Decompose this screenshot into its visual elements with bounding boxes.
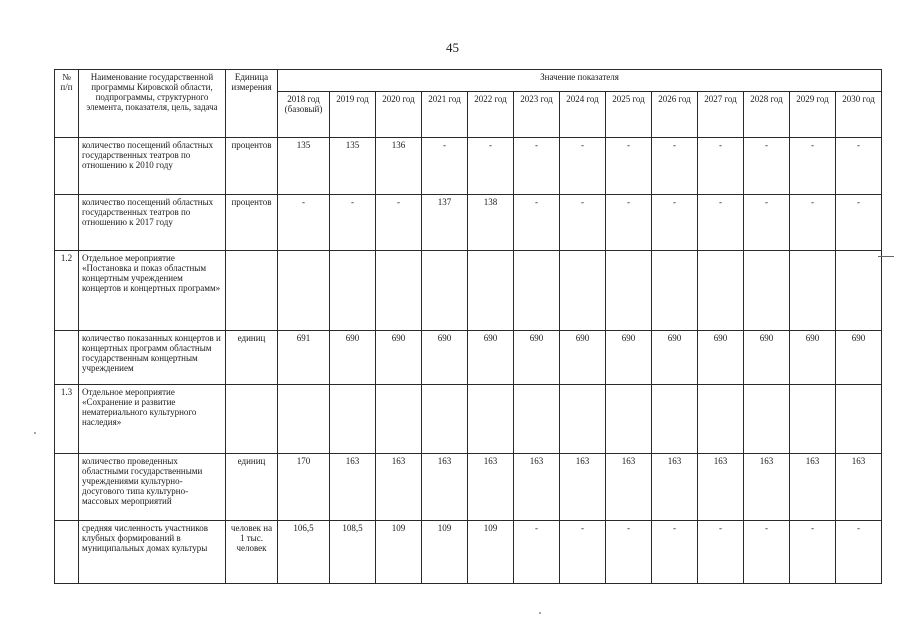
row-value <box>376 251 422 331</box>
row-value: 163 <box>652 454 698 521</box>
row-num: 1.2 <box>55 251 79 331</box>
row-value: - <box>560 195 606 251</box>
row-num <box>55 454 79 521</box>
row-value <box>836 251 882 331</box>
row-unit: процентов <box>226 195 278 251</box>
row-value: 109 <box>468 521 514 584</box>
row-value: - <box>514 521 560 584</box>
row-unit: процентов <box>226 138 278 195</box>
row-value: - <box>790 138 836 195</box>
row-value: 690 <box>790 331 836 385</box>
row-value <box>652 385 698 454</box>
row-value: - <box>836 138 882 195</box>
row-value: 109 <box>422 521 468 584</box>
row-value: 690 <box>468 331 514 385</box>
row-value: - <box>836 195 882 251</box>
row-value <box>376 385 422 454</box>
row-value <box>790 251 836 331</box>
header-year: 2023 год <box>514 92 560 138</box>
indicators-table <box>54 69 882 584</box>
row-value <box>330 251 376 331</box>
row-value: 163 <box>836 454 882 521</box>
row-value: 109 <box>376 521 422 584</box>
table-row <box>55 521 882 584</box>
table-row <box>55 385 882 454</box>
row-value: 690 <box>376 331 422 385</box>
row-value: 163 <box>606 454 652 521</box>
row-value <box>514 251 560 331</box>
row-value <box>468 385 514 454</box>
row-value: 163 <box>422 454 468 521</box>
row-value: - <box>790 521 836 584</box>
row-value <box>744 385 790 454</box>
row-num <box>55 331 79 385</box>
table-body <box>55 138 882 584</box>
row-value <box>698 251 744 331</box>
header-row-top <box>55 70 882 92</box>
row-value: 137 <box>422 195 468 251</box>
row-value: - <box>606 195 652 251</box>
header-year: 2029 год <box>790 92 836 138</box>
row-value <box>468 251 514 331</box>
row-name: количество посещений областных государственных театров по отношению к 2010 году <box>79 138 226 195</box>
row-value: - <box>836 521 882 584</box>
row-value: - <box>376 195 422 251</box>
row-value <box>422 251 468 331</box>
row-value <box>790 385 836 454</box>
row-value: 691 <box>278 331 330 385</box>
row-value: - <box>560 521 606 584</box>
header-name: Наименование государственной программы Кировской области, подпрограммы, структурного элемента, показателя, цель, задача <box>79 70 226 138</box>
row-num <box>55 521 79 584</box>
row-value <box>560 251 606 331</box>
row-unit: человек на 1 тыс. человек <box>226 521 278 584</box>
row-name: количество посещений областных государственных театров по отношению к 2017 году <box>79 195 226 251</box>
row-value: - <box>330 195 376 251</box>
row-value: 106,5 <box>278 521 330 584</box>
table-row <box>55 331 882 385</box>
table-row <box>55 251 882 331</box>
row-value: 690 <box>330 331 376 385</box>
row-value: 163 <box>330 454 376 521</box>
header-year: 2027 год <box>698 92 744 138</box>
row-value <box>514 385 560 454</box>
row-value: 138 <box>468 195 514 251</box>
scan-artifact-dot <box>34 432 36 434</box>
header-year: 2019 год <box>330 92 376 138</box>
header-num: № п/п <box>55 70 79 138</box>
header-year: 2020 год <box>376 92 422 138</box>
row-value: - <box>278 195 330 251</box>
row-value: - <box>698 195 744 251</box>
row-value: - <box>468 138 514 195</box>
row-value <box>652 251 698 331</box>
row-value: - <box>606 521 652 584</box>
row-value: 690 <box>652 331 698 385</box>
row-unit <box>226 385 278 454</box>
row-value: 163 <box>790 454 836 521</box>
row-value: - <box>652 195 698 251</box>
table-row <box>55 195 882 251</box>
row-name: количество проведенных областными государственными учреждениями культурно-досугового типа культурно-массовых мероприятий <box>79 454 226 521</box>
row-value: - <box>652 521 698 584</box>
row-num <box>55 195 79 251</box>
header-year: 2026 год <box>652 92 698 138</box>
row-value: 163 <box>744 454 790 521</box>
row-value: 690 <box>744 331 790 385</box>
row-unit <box>226 251 278 331</box>
row-value: 170 <box>278 454 330 521</box>
page-number: 45 <box>446 40 459 55</box>
row-value <box>422 385 468 454</box>
header-values-group: Значение показателя <box>278 70 882 92</box>
row-name: средняя численность участников клубных формирований в муниципальных домах культуры <box>79 521 226 584</box>
row-name: Отдельное мероприятие «Постановка и показ областным концертным учреждением концертов и концертных программ» <box>79 251 226 331</box>
row-value <box>560 385 606 454</box>
header-year: 2018 год (базовый) <box>278 92 330 138</box>
row-value <box>606 251 652 331</box>
row-value: - <box>698 521 744 584</box>
row-value: - <box>698 138 744 195</box>
row-value: 135 <box>278 138 330 195</box>
row-value: 163 <box>468 454 514 521</box>
row-value <box>330 385 376 454</box>
row-value: 690 <box>560 331 606 385</box>
row-value: 136 <box>376 138 422 195</box>
row-value <box>606 385 652 454</box>
row-num <box>55 138 79 195</box>
row-value <box>836 385 882 454</box>
row-value: - <box>744 138 790 195</box>
scan-artifact-dot <box>539 612 541 614</box>
row-value: - <box>790 195 836 251</box>
table-row <box>55 454 882 521</box>
header-year: 2024 год <box>560 92 606 138</box>
row-value: - <box>652 138 698 195</box>
row-value <box>278 385 330 454</box>
row-unit: единиц <box>226 331 278 385</box>
row-value: 690 <box>514 331 560 385</box>
row-name: Отдельное мероприятие «Сохранение и развитие нематериального культурного наследия» <box>79 385 226 454</box>
row-value: - <box>422 138 468 195</box>
row-value <box>698 385 744 454</box>
row-value: 690 <box>836 331 882 385</box>
row-value: 135 <box>330 138 376 195</box>
row-value: - <box>514 195 560 251</box>
row-name: количество показанных концертов и концертных программ областным государственным концертным учреждением <box>79 331 226 385</box>
row-value: - <box>606 138 652 195</box>
row-value: - <box>560 138 606 195</box>
row-value: 690 <box>606 331 652 385</box>
header-year: 2028 год <box>744 92 790 138</box>
row-num: 1.3 <box>55 385 79 454</box>
header-year: 2025 год <box>606 92 652 138</box>
row-value: - <box>744 521 790 584</box>
row-value: 690 <box>422 331 468 385</box>
row-value: - <box>744 195 790 251</box>
header-year: 2021 год <box>422 92 468 138</box>
row-value: 690 <box>698 331 744 385</box>
scan-artifact-mark <box>878 256 894 257</box>
row-value: 108,5 <box>330 521 376 584</box>
row-value: - <box>514 138 560 195</box>
row-value: 163 <box>376 454 422 521</box>
row-value: 163 <box>514 454 560 521</box>
row-value <box>278 251 330 331</box>
row-value <box>744 251 790 331</box>
row-value: 163 <box>560 454 606 521</box>
table-row <box>55 138 882 195</box>
header-unit: Единица измерения <box>226 70 278 138</box>
row-unit: единиц <box>226 454 278 521</box>
header-year: 2022 год <box>468 92 514 138</box>
header-year: 2030 год <box>836 92 882 138</box>
row-value: 163 <box>698 454 744 521</box>
